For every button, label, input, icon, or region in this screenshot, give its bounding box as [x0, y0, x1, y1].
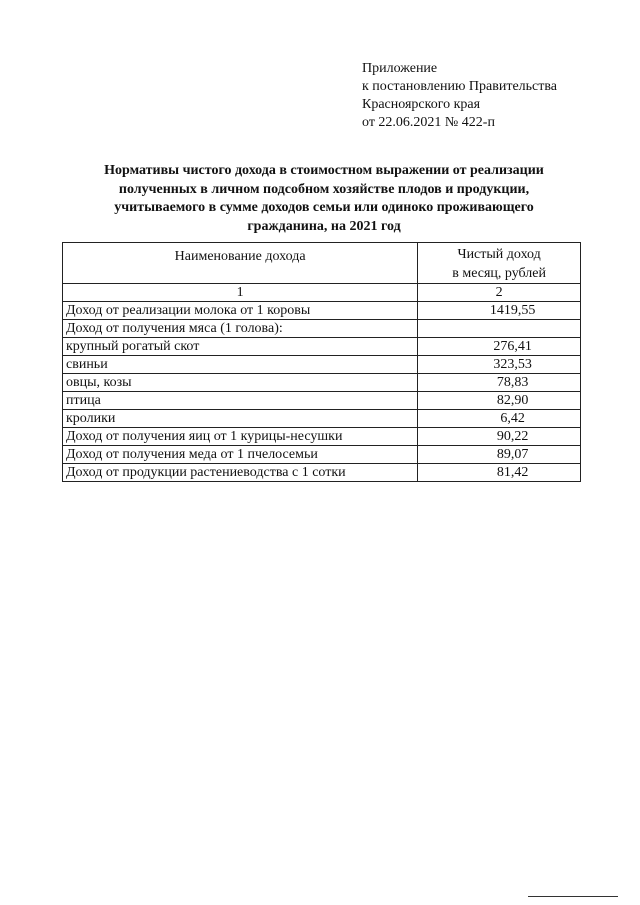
table-header-row — [63, 243, 581, 284]
column-number-2: 2 — [418, 284, 581, 302]
table-row — [63, 338, 581, 356]
row-value: 90,22 — [418, 428, 581, 446]
row-value: 1419,55 — [418, 302, 581, 320]
row-value: 89,07 — [418, 446, 581, 464]
appendix-line: Красноярского края — [362, 97, 481, 112]
row-name: Доход от получения яиц от 1 курицы-несушки — [63, 428, 418, 446]
row-name: кролики — [63, 410, 418, 428]
row-value: 81,42 — [418, 464, 581, 482]
row-value: 323,53 — [418, 356, 581, 374]
row-value: 78,83 — [418, 374, 581, 392]
table-row — [63, 356, 581, 374]
row-name: овцы, козы — [63, 374, 418, 392]
title-line: учитываемого в сумме доходов семьи или одиноко проживающего — [114, 200, 534, 215]
appendix-line: к постановлению Правительства — [362, 79, 558, 94]
table-row — [63, 428, 581, 446]
column-number-1: 1 — [63, 284, 418, 302]
document-title — [70, 162, 578, 236]
header-net-income — [418, 243, 581, 284]
header-income-name: Наименование дохода — [63, 243, 418, 284]
row-name: Доход от реализации молока от 1 коровы — [63, 302, 418, 320]
table-row — [63, 410, 581, 428]
income-norms-table — [62, 242, 581, 482]
table-row — [63, 302, 581, 320]
appendix-line: Приложение — [362, 61, 438, 76]
table-row — [63, 320, 581, 338]
row-value — [418, 320, 581, 338]
row-name: свиньи — [63, 356, 418, 374]
row-name: Доход от продукции растениеводства с 1 сотки — [63, 464, 418, 482]
title-line: Нормативы чистого дохода в стоимостном выражении от реализации — [104, 163, 544, 178]
row-name: Доход от получения мяса (1 голова): — [63, 320, 418, 338]
row-name: Доход от получения меда от 1 пчелосемьи — [63, 446, 418, 464]
row-name: птица — [63, 392, 418, 410]
title-line: гражданина, на 2021 год — [247, 218, 401, 234]
header-net-income-line2: в месяц, рублей — [452, 265, 546, 281]
row-name: крупный рогатый скот — [63, 338, 418, 356]
table-number-row — [63, 284, 581, 302]
appendix-block — [362, 60, 622, 132]
title-line: полученных в личном подсобном хозяйстве плодов и продукции, — [118, 181, 530, 197]
table-row — [63, 464, 581, 482]
row-value: 82,90 — [418, 392, 581, 410]
footer-divider — [528, 896, 618, 897]
header-net-income-line1: Чистый доход — [457, 246, 541, 262]
appendix-date-number: от 22.06.2021 № 422-п — [362, 115, 495, 130]
row-value: 6,42 — [418, 410, 581, 428]
table-row — [63, 392, 581, 410]
row-value: 276,41 — [418, 338, 581, 356]
table-row — [63, 446, 581, 464]
table-row — [63, 374, 581, 392]
